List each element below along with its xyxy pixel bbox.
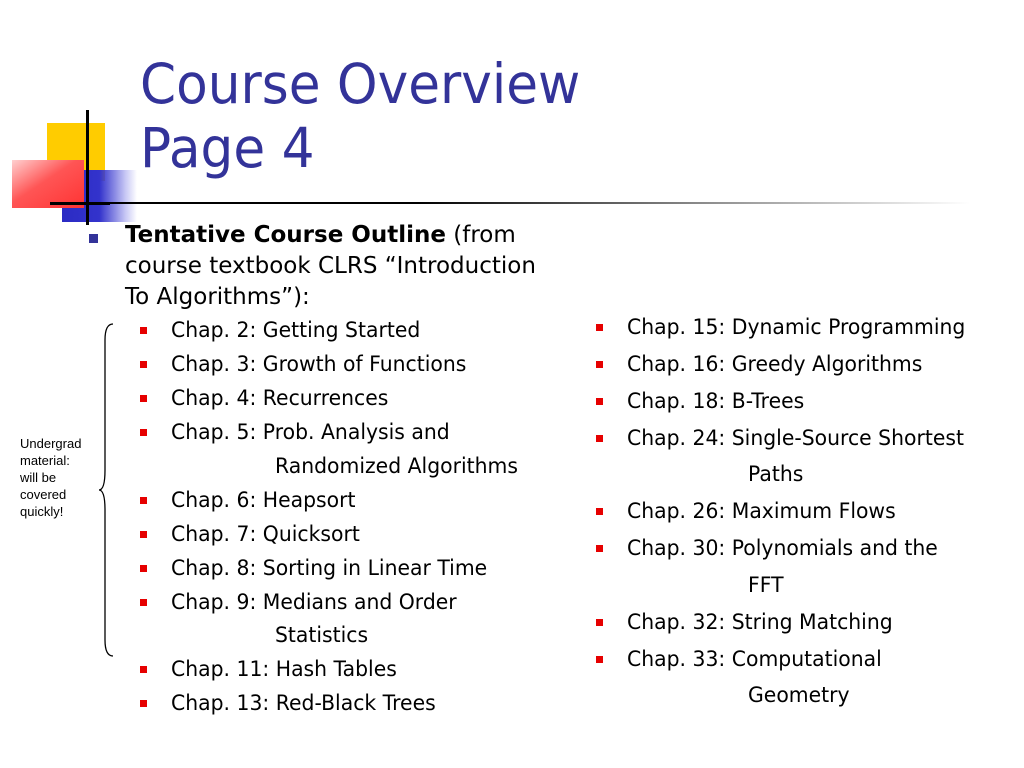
- list-item: Chap. 18: B-Trees: [627, 389, 805, 413]
- list-bullet: [140, 395, 147, 402]
- course-outline-heading: [125, 220, 536, 313]
- list-bullet: [140, 666, 147, 673]
- decor-red-square: [12, 160, 84, 208]
- list-item-continuation: FFT: [748, 573, 784, 597]
- list-bullet: [140, 361, 147, 368]
- list-item: Chap. 3: Growth of Functions: [171, 352, 467, 376]
- list-bullet: [596, 361, 603, 368]
- list-item: Chap. 13: Red-Black Trees: [171, 691, 436, 715]
- list-item: Chap. 7: Quicksort: [171, 522, 360, 546]
- title-line-2: Page 4: [140, 116, 315, 180]
- list-item: Chap. 2: Getting Started: [171, 318, 421, 342]
- list-item: Chap. 11: Hash Tables: [171, 657, 397, 681]
- list-item: Chap. 32: String Matching: [627, 610, 893, 634]
- outline-heading-line2: course textbook CLRS “Introduction: [125, 253, 536, 279]
- curly-brace: [95, 320, 119, 660]
- outline-heading-rest: (from: [453, 222, 516, 248]
- list-bullet: [140, 565, 147, 572]
- list-item: Chap. 6: Heapsort: [171, 488, 356, 512]
- decor-vertical-line: [86, 110, 89, 225]
- list-item: Chap. 33: Computational: [627, 647, 882, 671]
- undergrad-note: [20, 435, 81, 520]
- list-item-continuation: Randomized Algorithms: [275, 454, 519, 478]
- list-item: Chap. 8: Sorting in Linear Time: [171, 556, 488, 580]
- title-line-1: Course Overview: [140, 52, 581, 116]
- list-bullet: [596, 656, 603, 663]
- note-line: quickly!: [20, 504, 64, 519]
- list-bullet: [596, 508, 603, 515]
- list-item-continuation: Paths: [748, 462, 804, 486]
- outline-heading-line3: To Algorithms”):: [125, 284, 310, 310]
- note-line: material:: [20, 453, 70, 468]
- list-bullet: [596, 324, 603, 331]
- list-bullet: [140, 497, 147, 504]
- list-bullet: [596, 398, 603, 405]
- main-bullet-marker: [89, 234, 98, 243]
- note-line: covered: [20, 487, 67, 502]
- list-bullet: [140, 327, 147, 334]
- list-bullet: [140, 700, 147, 707]
- list-bullet: [596, 435, 603, 442]
- note-line: Undergrad: [20, 436, 82, 451]
- list-item: Chap. 30: Polynomials and the: [627, 536, 938, 560]
- list-item: Chap. 24: Single-Source Shortest: [627, 426, 964, 450]
- list-item: Chap. 26: Maximum Flows: [627, 499, 896, 523]
- list-bullet: [596, 619, 603, 626]
- list-bullet: [140, 599, 147, 606]
- outline-heading-bold: Tentative Course Outline: [125, 222, 446, 248]
- list-item: Chap. 5: Prob. Analysis and: [171, 420, 450, 444]
- page-title: [140, 52, 608, 180]
- list-item-continuation: Geometry: [748, 683, 850, 707]
- list-item: Chap. 9: Medians and Order: [171, 590, 457, 614]
- list-bullet: [140, 429, 147, 436]
- list-item-continuation: Statistics: [275, 623, 369, 647]
- list-item: Chap. 15: Dynamic Programming: [627, 315, 966, 339]
- list-item: Chap. 4: Recurrences: [171, 386, 389, 410]
- title-divider: [50, 202, 970, 204]
- list-bullet: [596, 545, 603, 552]
- note-line: will be: [20, 470, 57, 485]
- list-item: Chap. 16: Greedy Algorithms: [627, 352, 923, 376]
- list-bullet: [140, 531, 147, 538]
